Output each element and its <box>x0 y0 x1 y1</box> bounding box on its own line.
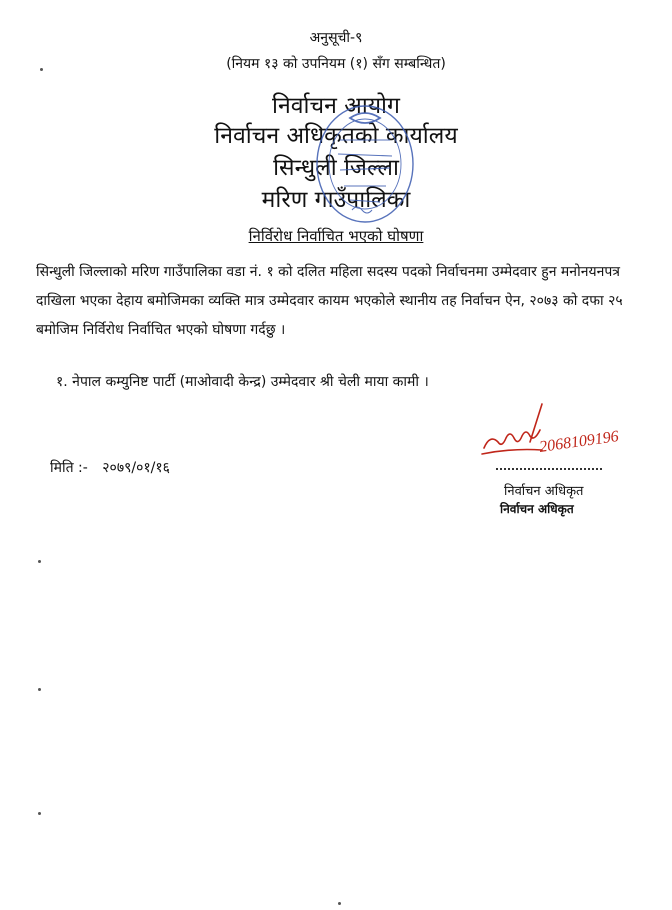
office-line-commission: निर्वाचन आयोग <box>272 93 400 119</box>
office-line-officer: निर्वाचन अधिकृतको कार्यालय <box>214 123 458 149</box>
svg-text:2068109196: 2068109196 <box>538 427 620 456</box>
officer-title-stamp: निर्वाचन अधिकृत <box>500 502 574 516</box>
candidate-entry: १. नेपाल कम्युनिष्ट पार्टी (माओवादी केन्द्र) उम्मेदवार श्री चेली माया कामी । <box>56 374 429 390</box>
handwritten-signature <box>478 402 628 474</box>
officer-title: निर्वाचन अधिकृत <box>504 484 584 499</box>
office-line-municipality: मरिण गाउँपालिका <box>261 187 411 213</box>
schedule-label: अनुसूची-९ <box>309 30 363 46</box>
scan-speck <box>38 812 41 815</box>
date-row <box>50 458 170 477</box>
signature-line <box>496 468 602 470</box>
date-value: २०७९/०१/१६ <box>102 460 170 476</box>
scan-speck <box>38 688 41 691</box>
office-line-district: सिन्धुली जिल्ला <box>273 155 399 181</box>
declaration-body: सिन्धुली जिल्लाको मरिण गाउँपालिका वडा नं. १ को दलित महिला सदस्य पदको निर्वाचनमा उम्मेदवार हुन मनोनयनपत्र दाखिला भएका देहाय बमोजिमका व्यक्ति मात्र उम्मेदवार कायम भएकोले स्थानीय तह निर्वाचन ऐन, २०७३ को दफा २५ बमोजिम निर्विरोध निर्वाचित भएको घोषणा गर्दछु । <box>36 264 623 338</box>
scan-speck <box>38 560 41 563</box>
date-label: मिति :- <box>50 460 88 476</box>
scan-speck <box>338 902 341 905</box>
official-stamp-seal <box>310 100 420 228</box>
scan-speck <box>40 68 43 71</box>
rule-reference: (नियम १३ को उपनियम (१) सँग सम्बन्धित) <box>226 56 446 72</box>
declaration-title: निर्विरोध निर्वाचित भएको घोषणा <box>248 227 424 245</box>
